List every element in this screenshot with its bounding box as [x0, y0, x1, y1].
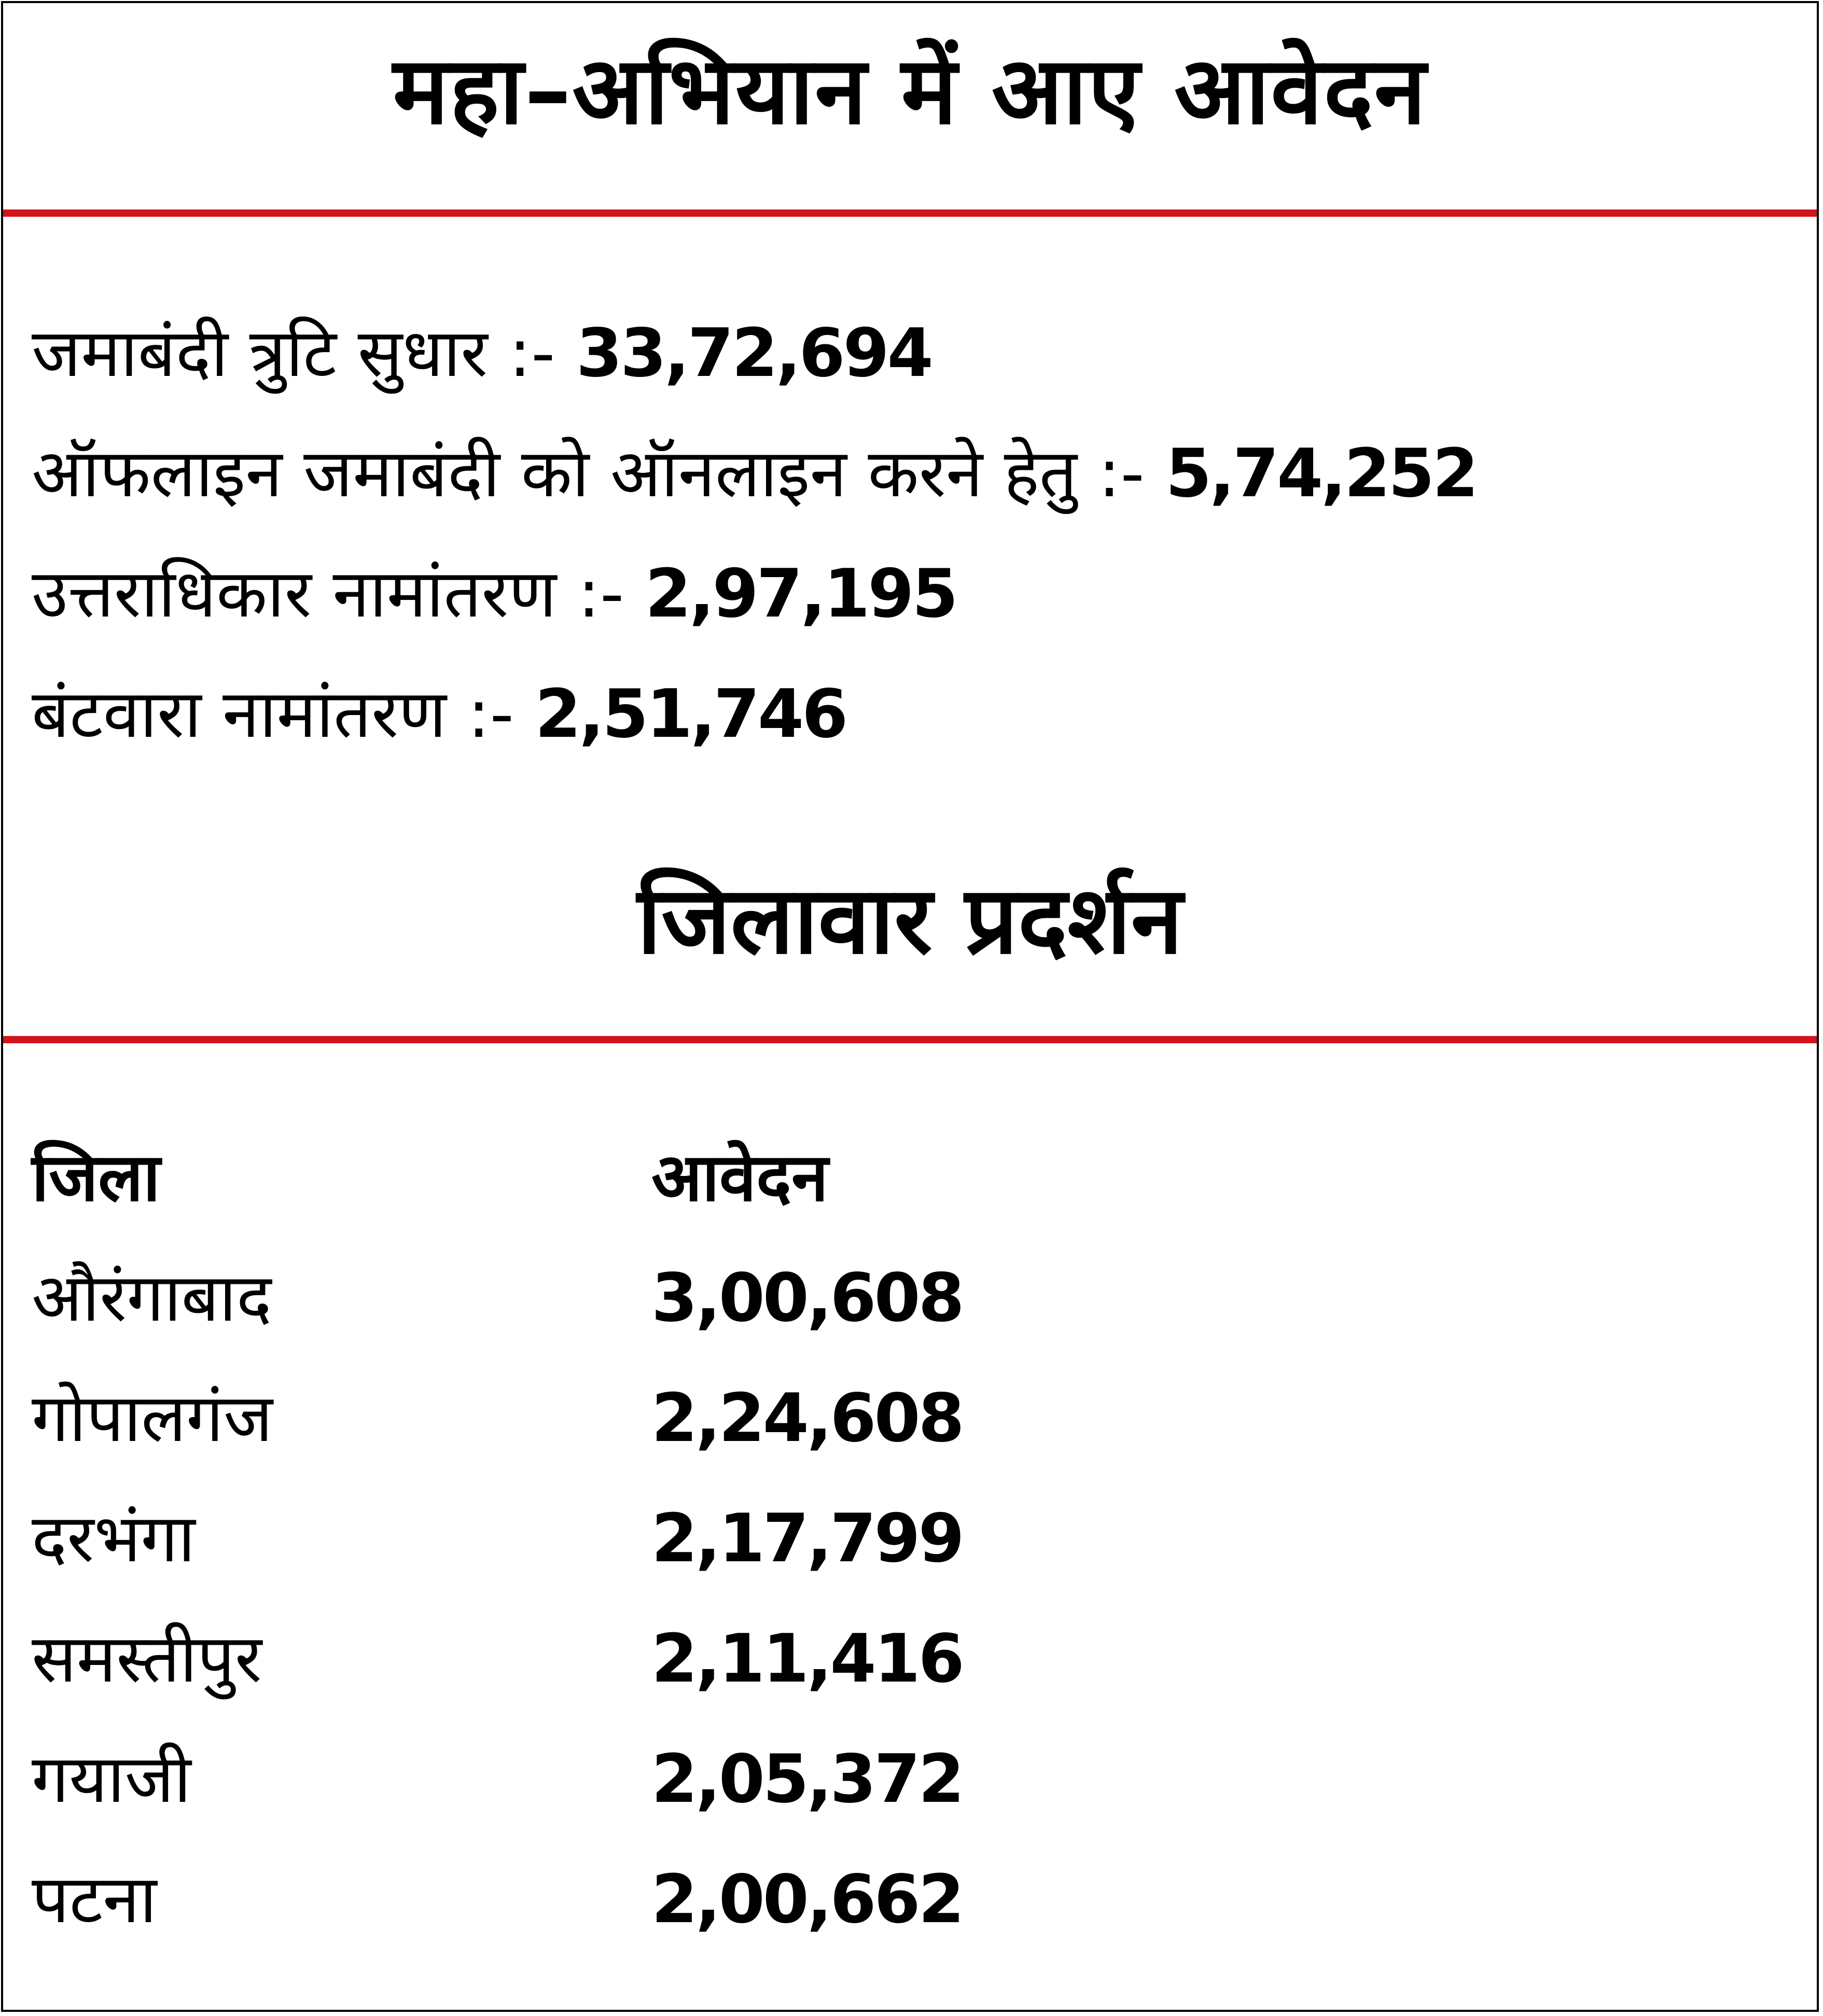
- application-count: 2,00,662: [651, 1861, 963, 1938]
- stat-label: बंटवारा नामांतरण :-: [32, 676, 535, 753]
- column-header-applications: आवेदन: [651, 1139, 828, 1216]
- stat-row: [32, 534, 1477, 654]
- red-divider: [3, 209, 1817, 217]
- column-header-district: जिला: [32, 1139, 161, 1216]
- application-count: 2,05,372: [651, 1741, 963, 1818]
- stat-value: 5,74,252: [1165, 435, 1477, 512]
- district-name: समस्तीपुर: [32, 1620, 262, 1698]
- page-title: महा–अभियान में आए आवेदन: [393, 37, 1427, 145]
- stat-value: 33,72,694: [576, 315, 931, 392]
- application-count: 2,24,608: [651, 1380, 963, 1457]
- stat-label: उत्तराधिकार नामांतरण :-: [32, 555, 645, 633]
- district-name: गोपालगंज: [32, 1380, 273, 1457]
- district-name: औरंगाबाद: [32, 1259, 272, 1337]
- stat-row: [32, 293, 1477, 414]
- section-title: जिलावार प्रदर्शन: [637, 866, 1183, 975]
- infographic-card: [1, 1, 1819, 2012]
- district-name: दरभंगा: [32, 1500, 196, 1577]
- application-count: 3,00,608: [651, 1259, 963, 1337]
- red-divider: [3, 1036, 1817, 1043]
- stat-row: [32, 654, 1477, 775]
- stats-list: [32, 293, 1477, 775]
- application-count: 2,17,799: [651, 1500, 963, 1577]
- district-name: पटना: [32, 1861, 157, 1938]
- district-name: गयाजी: [32, 1741, 191, 1818]
- stat-label: जमाबंदी त्रुटि सुधार :-: [32, 315, 577, 392]
- application-count: 2,11,416: [651, 1620, 963, 1698]
- stat-value: 2,97,195: [645, 555, 956, 633]
- stat-value: 2,51,746: [535, 676, 846, 753]
- stat-row: [32, 414, 1477, 534]
- stat-label: ऑफलाइन जमाबंदी को ऑनलाइन करने हेतु :-: [32, 435, 1166, 512]
